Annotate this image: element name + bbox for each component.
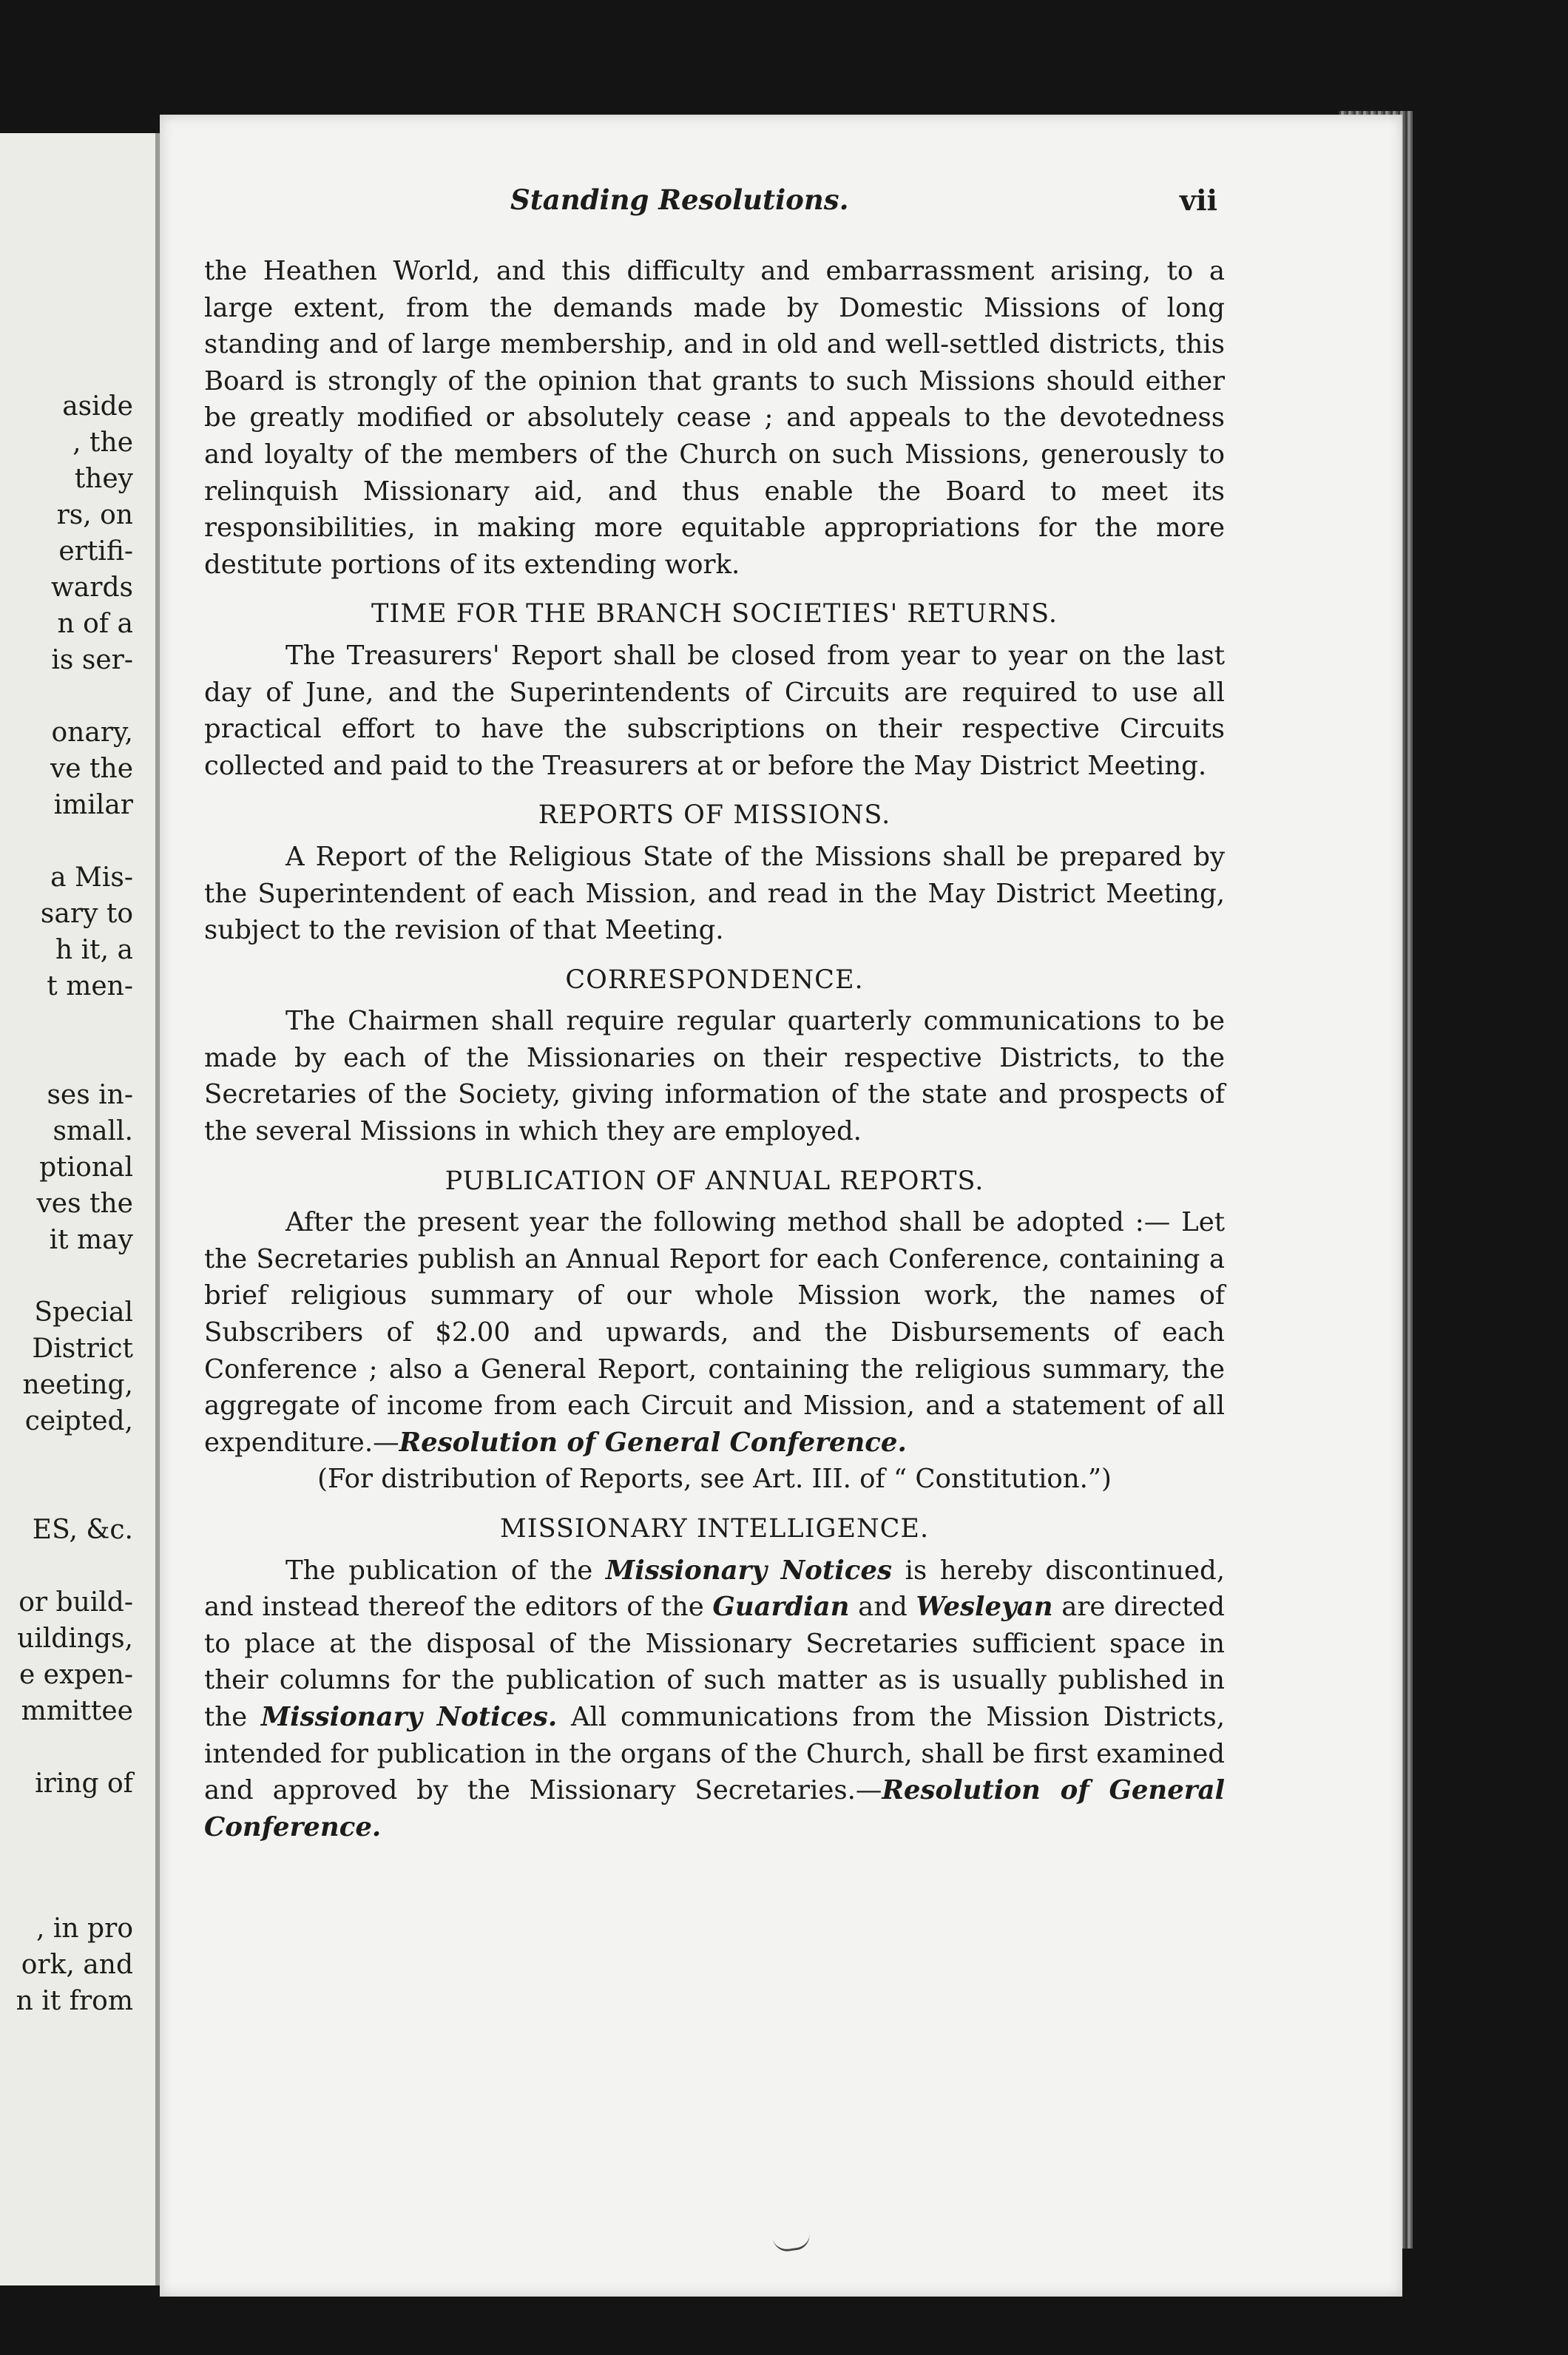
left-page-line: t men-	[47, 971, 133, 1001]
mi-title-guardian: Guardian	[712, 1592, 850, 1623]
left-page-line: ptional	[39, 1152, 133, 1183]
mi-text-2: is hereby discontinued, and instead thereof the editors of the	[204, 1555, 1225, 1623]
left-page-line: ertifi-	[58, 536, 133, 567]
left-page-line	[16, 1548, 133, 1584]
left-page-line: sary to	[40, 899, 133, 929]
left-page-line: uildings,	[17, 1624, 133, 1654]
left-page-line: , the	[72, 428, 133, 458]
left-page-line: or build-	[18, 1587, 133, 1618]
left-page-line	[16, 823, 133, 859]
left-page-line: ES, &c.	[32, 1515, 133, 1545]
annual-reports-text: After the present year the following method shall be adopted :— Let the Secretaries publish an Annual Report for each Conference, containing a brief religious summary of our whole Mission work, the names of Subscribers of $2.00 and upwards, and the Disbursements of each Conference ; also a General Report, containing the religious summary, the aggregate of income from each Circuit and Mission, and a statement of all expenditure.—	[204, 1207, 1225, 1458]
annual-reports-citation: Resolution of General Conference.	[399, 1427, 907, 1458]
left-page-line: ve the	[50, 754, 133, 784]
left-page-line: iring of	[35, 1768, 133, 1799]
left-page-line: ork, and	[21, 1950, 133, 1980]
paragraph-continuation: the Heathen World, and this difficulty and embarrassment arising, to a large extent, from the demands made by Domestic Missions of long standing and of large membership, and in old and well-settled districts, this Board is strongly of the opinion that grants to such Missions should either be greatly modified or absolutely cease ; and appeals to the devotedness and loyalty of the members of the Church on such Missions, generously to relinquish Missionary aid, and thus enable the Board to meet its responsibilities, in making more equitable appropriations for the more destitute portions of its extending work.	[204, 256, 1225, 580]
left-page-line: it may	[49, 1225, 133, 1255]
mi-title-missionary-notices: Missionary Notices	[605, 1555, 892, 1586]
left-page-line	[16, 1439, 133, 1476]
left-page-line: imilar	[53, 790, 133, 820]
mi-text-5: All communications from the Mission Districts, intended for publication in the organs of the Church, shall be first examined and approved by the Missionary Secretaries.—	[204, 1701, 1225, 1806]
left-page-line: aside	[62, 391, 133, 422]
left-page-line: Special	[34, 1297, 133, 1328]
paragraph-distribution-note: (For distribution of Reports, see Art. III. of “ Constitution.”)	[317, 1464, 1112, 1495]
left-page-line: ses in-	[47, 1080, 133, 1110]
left-page-text-fragments	[16, 388, 133, 2019]
left-page-line	[16, 1258, 133, 1294]
heading-branch-societies-returns: TIME FOR THE BRANCH SOCIETIES' RETURNS.	[371, 599, 1058, 629]
page-number: vii	[1180, 183, 1217, 217]
running-title: Standing Resolutions.	[510, 183, 849, 216]
left-facing-page	[0, 133, 160, 2285]
left-page-line: , in pro	[36, 1913, 133, 1944]
left-page-line: small.	[53, 1116, 133, 1146]
mi-title-missionary-notices-2: Missionary Notices.	[260, 1701, 558, 1732]
left-page-line: they	[74, 464, 133, 494]
left-page-line: ceipted,	[24, 1406, 133, 1436]
paragraph-missionary-intelligence	[204, 1552, 1225, 1846]
left-page-line: District	[32, 1334, 133, 1364]
heading-correspondence: CORRESPONDENCE.	[565, 964, 864, 995]
left-page-line	[16, 1004, 133, 1041]
left-page-line: is ser-	[51, 645, 133, 675]
left-page-line: e expen-	[18, 1660, 133, 1690]
left-page-line	[16, 678, 133, 714]
paragraph-annual-reports	[204, 1204, 1225, 1461]
left-page-line	[16, 1874, 133, 1910]
paragraph-treasurers-report: The Treasurers' Report shall be closed from year to year on the last day of June, and the Superintendents of Circuits are required to use all practical effort to have the subscriptions on their respective Circuits collected and paid to the Treasurers at or before the May District Meeting.	[204, 640, 1225, 781]
left-page-line	[16, 1802, 133, 1838]
left-page-line: n of a	[57, 609, 133, 639]
left-page-line: n it from	[16, 1986, 133, 2016]
left-page-line: wards	[50, 572, 133, 603]
left-page-line: h it, a	[55, 935, 133, 965]
left-page-line: onary,	[51, 717, 133, 748]
heading-missionary-intelligence: MISSIONARY INTELLIGENCE.	[499, 1514, 930, 1544]
left-page-line	[16, 1476, 133, 1512]
left-page-line: neeting,	[22, 1370, 133, 1400]
left-page-line: mmittee	[21, 1696, 133, 1726]
left-page-line	[16, 1838, 133, 1874]
paragraph-correspondence: The Chairmen shall require regular quarterly communications to be made by each of the Missionaries on their respective Districts, to the Secretaries of the Society, giving information of the state and prospects of the several Missions in which they are employed.	[204, 1006, 1225, 1147]
mi-text-1: The publication of the	[285, 1555, 606, 1586]
page-body	[204, 253, 1225, 1845]
left-page-line	[16, 1041, 133, 1077]
mi-text-3: and	[849, 1592, 916, 1623]
mi-text-4: are directed to place at the disposal of the Missionary Secretaries sufficient space in their columns for the publication of such matter as is usually published in the	[204, 1592, 1225, 1732]
mi-title-wesleyan: Wesleyan	[916, 1592, 1053, 1623]
mi-citation: Resolution of General Conference.	[204, 1775, 1225, 1842]
left-page-line: rs, on	[56, 500, 133, 530]
left-page-line: ves the	[36, 1189, 133, 1219]
heading-publication-annual-reports: PUBLICATION OF ANNUAL REPORTS.	[445, 1166, 984, 1196]
paragraph-reports-of-missions: A Report of the Religious State of the Missions shall be prepared by the Superintendent of each Mission, and read in the May District Meeting, subject to the revision of that Meeting.	[204, 841, 1225, 946]
heading-reports-of-missions: REPORTS OF MISSIONS.	[538, 800, 891, 831]
left-page-line	[16, 1729, 133, 1766]
left-page-line: a Mis-	[50, 862, 133, 893]
